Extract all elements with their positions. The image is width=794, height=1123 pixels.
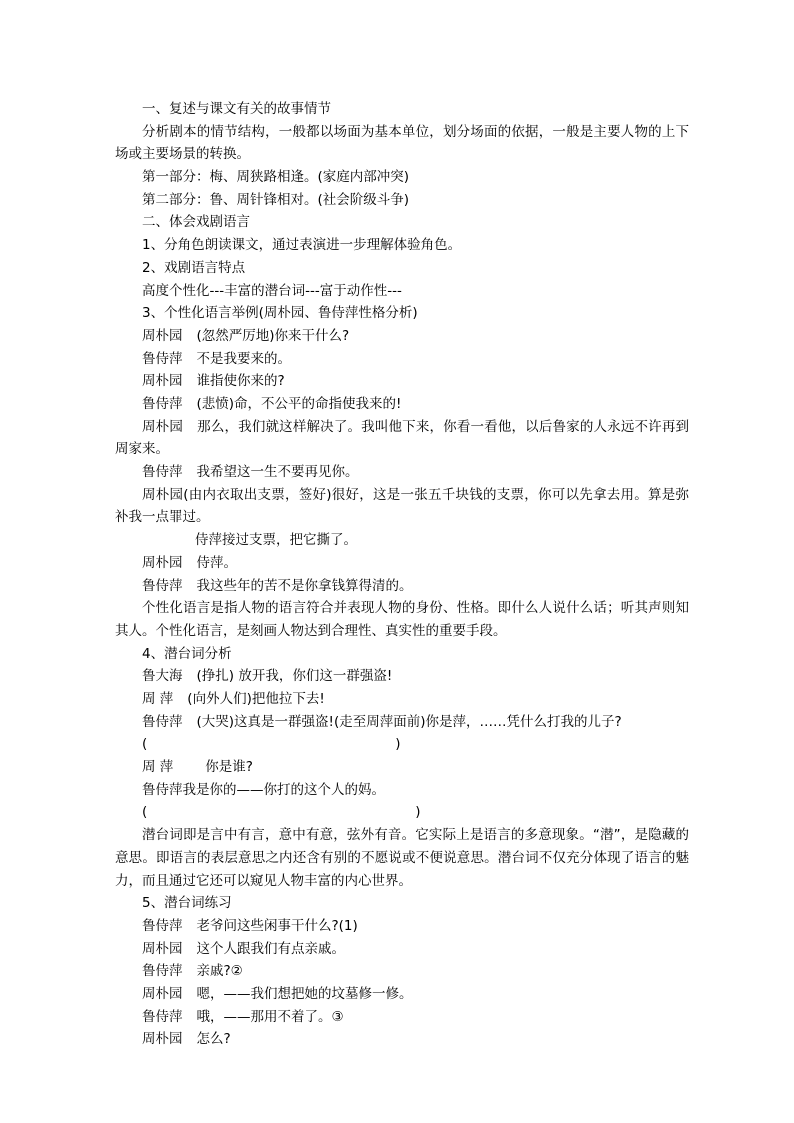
dialog-line (115, 1028, 689, 1051)
speaker: 鲁侍萍 (142, 464, 183, 481)
dialog-line (115, 552, 689, 575)
paragraph-subtext: 潜台词即是言中有言，意中有意，弦外有音。它实际上是语言的多意现象。“潜”，是隐藏的意思。即语言的表层意思之内还含有别的不愿说或不便说意思。潜台词不仅充分体现了语言的魅力，而且通过它还可以窥见人物丰富的内心世界。 (115, 827, 689, 889)
answer-blank (115, 733, 689, 756)
speech: 这个人跟我们有点亲戚。 (196, 940, 345, 957)
paragraph-plot-structure: 分析剧本的情节结构，一般都以场面为基本单位，划分场面的依据，一般是主要人物的上下场或主要场景的转换。 (115, 123, 689, 163)
dialog-line (115, 688, 689, 711)
speaker: 周朴园 (142, 554, 183, 571)
item-2: 2、戏剧语言特点 (142, 259, 246, 276)
dialog-line (115, 938, 689, 961)
speech: (挣扎) 放开我，你们这一群强盗! (196, 668, 393, 685)
section-heading-2: 二、体会戏剧语言 (142, 214, 250, 231)
item-3: 3、个性化语言举例(周朴园、鲁侍萍性格分析) (142, 305, 418, 322)
item-5: 5、潜台词练习 (142, 895, 232, 912)
dialog-line (115, 711, 689, 734)
speaker: 鲁侍萍 (142, 1008, 183, 1025)
item-4: 4、潜台词分析 (142, 645, 232, 662)
paragraph-personalized-language: 个性化语言是指人物的语言符合并表现人物的身份、性格。即什么人说什么话；听其声则知其人。个性化语言，是刻画人物达到合理性、真实性的重要手段。 (115, 600, 689, 639)
speaker: 鲁侍萍 (142, 963, 183, 980)
dialog-line (115, 575, 689, 598)
dialog-line (115, 1006, 689, 1029)
speech: 侍萍。 (196, 554, 237, 571)
dialog-line (115, 348, 689, 371)
document-body (115, 98, 689, 1051)
answer-blank (115, 801, 689, 824)
speech: 那么，我们就这样解决了。我叫他下来，你看一看他，以后鲁家的人永远不许再到周家来。 (115, 418, 689, 458)
speaker: 鲁侍萍 (142, 917, 183, 934)
dialog-line (115, 915, 689, 938)
speaker: 鲁侍萍 (142, 713, 183, 730)
speech: 谁指使你来的? (196, 373, 285, 390)
speech: (忽然严厉地)你来干什么? (196, 327, 350, 344)
speech: 亲戚?② (196, 963, 243, 980)
speech: 怎么? (196, 1031, 231, 1048)
paren-close: ) (395, 736, 401, 753)
dialog-line (115, 665, 689, 688)
speech: (由内衣取出支票，签好)很好，这是一张五千块钱的支票，你可以先拿去用。算是弥补我一点罪过。 (115, 486, 689, 526)
dialog-line (115, 756, 689, 779)
paren-close: ) (415, 804, 421, 821)
section-heading-1: 一、复述与课文有关的故事情节 (142, 101, 331, 117)
speaker: 周 萍 (142, 691, 174, 707)
speaker: 周朴园 (142, 373, 183, 390)
item-1: 1、分角色朗读课文，通过表演进一步理解体验角色。 (142, 237, 462, 254)
speaker: 周 萍 (142, 759, 174, 776)
speaker: 周朴园 (142, 985, 183, 1002)
dialog-line (115, 370, 689, 393)
speaker: 周朴园 (142, 1031, 183, 1048)
speaker: 周朴园 (142, 940, 183, 957)
dialog-long-check (115, 484, 689, 529)
stage-direction: 侍萍接过支票，把它撕了。 (195, 532, 357, 549)
dialog-line (115, 461, 689, 484)
speech: 不是我要来的。 (196, 350, 291, 367)
part-two: 第二部分：鲁、周针锋相对。(社会阶级斗争) (142, 191, 410, 208)
dialog-line: 鲁侍萍我是你的——你打的这个人的妈。 (142, 781, 385, 798)
speech: (悲愤)命，不公平的命指使我来的! (196, 395, 402, 412)
speaker: 鲁侍萍 (142, 395, 183, 412)
speech: 老爷问这些闲事干什么?(1) (196, 917, 358, 934)
speech: 我这些年的苦不是你拿钱算得清的。 (196, 577, 413, 594)
paren-open: ( (142, 804, 148, 821)
part-one: 第一部分：梅、周狭路相逢。(家庭内部冲突) (142, 169, 410, 186)
speech: 我希望这一生不要再见你。 (196, 464, 359, 481)
speaker: 鲁侍萍 (142, 577, 183, 594)
speech: (向外人们)把他拉下去! (187, 691, 325, 707)
dialog-line (115, 393, 689, 416)
speech: 嗯，——我们想把她的坟墓修一修。 (196, 985, 413, 1002)
speaker: 周朴园 (142, 418, 183, 435)
speaker: 周朴园 (142, 327, 183, 344)
speech: 你是谁? (205, 759, 253, 776)
speaker: 周朴园 (142, 486, 184, 503)
features-line: 高度个性化---丰富的潜台词---富于动作性--- (142, 282, 402, 299)
paren-open: ( (142, 736, 148, 753)
speaker: 鲁侍萍 (142, 350, 183, 367)
dialog-line (115, 983, 689, 1006)
speech: (大哭)这真是一群强盗!(走至周萍面前)你是萍，……凭什么打我的儿子? (196, 713, 622, 730)
dialog-long-zhou (115, 416, 689, 461)
dialog-line (115, 960, 689, 983)
speech: 哦，——那用不着了。③ (196, 1008, 344, 1025)
dialog-line (115, 325, 689, 348)
speaker: 鲁大海 (142, 668, 183, 685)
